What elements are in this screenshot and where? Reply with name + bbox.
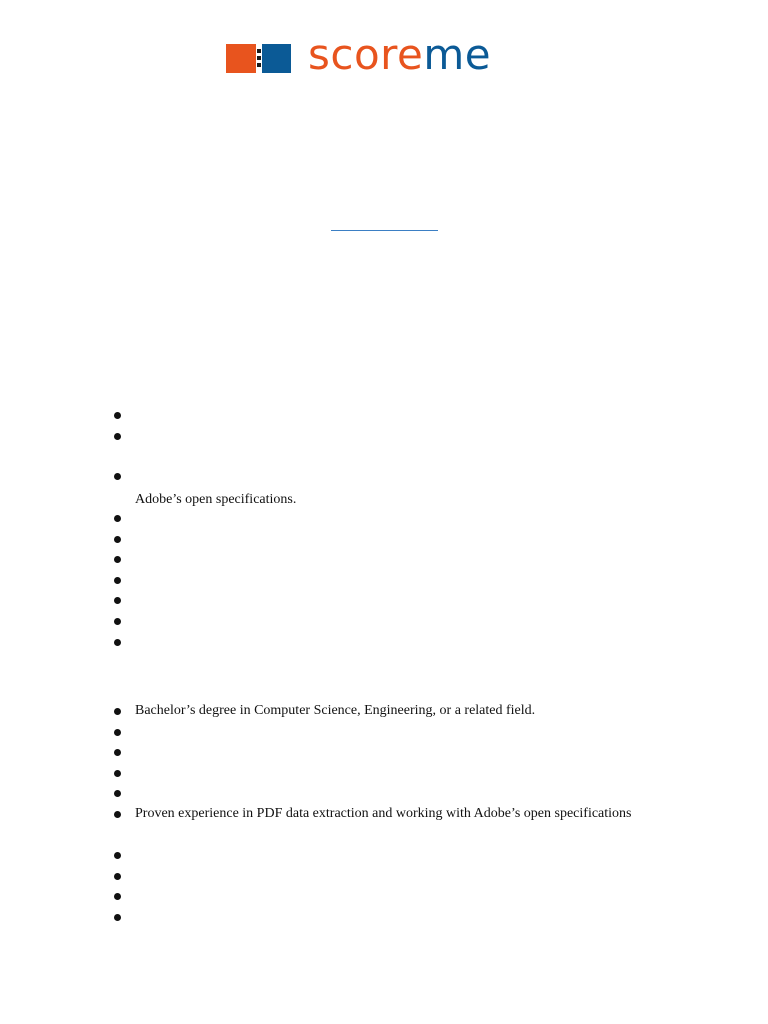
logo-dot [257,49,261,53]
bullet-icon [114,639,121,646]
bullet-icon [114,770,121,777]
bullet-icon [114,473,121,480]
list-item [114,508,135,529]
bullet-icon [114,729,121,736]
logo-text-me: me [423,30,492,79]
bullet-icon [114,577,121,584]
hyperlink-underline[interactable] [331,230,438,231]
list-item-text: Proven experience in PDF data extraction and working with Adobe’s open specifications [135,805,632,821]
list-item [114,590,135,611]
list-item [114,804,632,825]
bullet-icon [114,852,121,859]
logo-mark-icon [226,41,292,75]
list-item [114,866,135,887]
logo-dot [257,63,261,67]
bullet-icon [114,708,121,715]
bullet-icon [114,811,121,818]
list-item [114,426,135,447]
list-item [114,722,632,743]
bullet-icon [114,790,121,797]
list-item [114,405,135,426]
logo-text-score: score [308,30,424,79]
list-item [114,632,135,653]
logo-orange-square [226,44,256,73]
list-item [114,570,135,591]
bullet-continuation-text: Adobe’s open specifications. [135,492,297,507]
bullet-icon [114,597,121,604]
logo-wordmark [308,30,492,79]
bullet-icon [114,749,121,756]
scoreme-logo [226,30,492,79]
list-item [114,529,135,550]
list-item [114,466,135,487]
bullet-icon [114,412,121,419]
bullet-icon [114,873,121,880]
bullet-icon [114,556,121,563]
bullet-list-responsibilities [114,508,135,652]
bullet-icon [114,618,121,625]
bullet-list-preferred [114,845,135,927]
bullet-icon [114,515,121,522]
list-item-text: Bachelor’s degree in Computer Science, Engineering, or a related field. [135,703,536,718]
list-item [114,886,135,907]
bullet-list-requirements [114,701,632,825]
bullet-icon [114,914,121,921]
bullet-icon [114,893,121,900]
logo-dot [257,56,261,60]
list-item [114,783,632,804]
list-item [114,845,135,866]
bullet-list-responsibilities-intro [114,405,135,487]
list-item [114,763,632,784]
list-item [114,549,135,570]
bullet-icon [114,536,121,543]
list-item [114,742,632,763]
list-item [114,907,135,928]
list-item [114,611,135,632]
list-item [114,701,632,722]
logo-blue-square [262,44,291,73]
bullet-icon [114,433,121,440]
